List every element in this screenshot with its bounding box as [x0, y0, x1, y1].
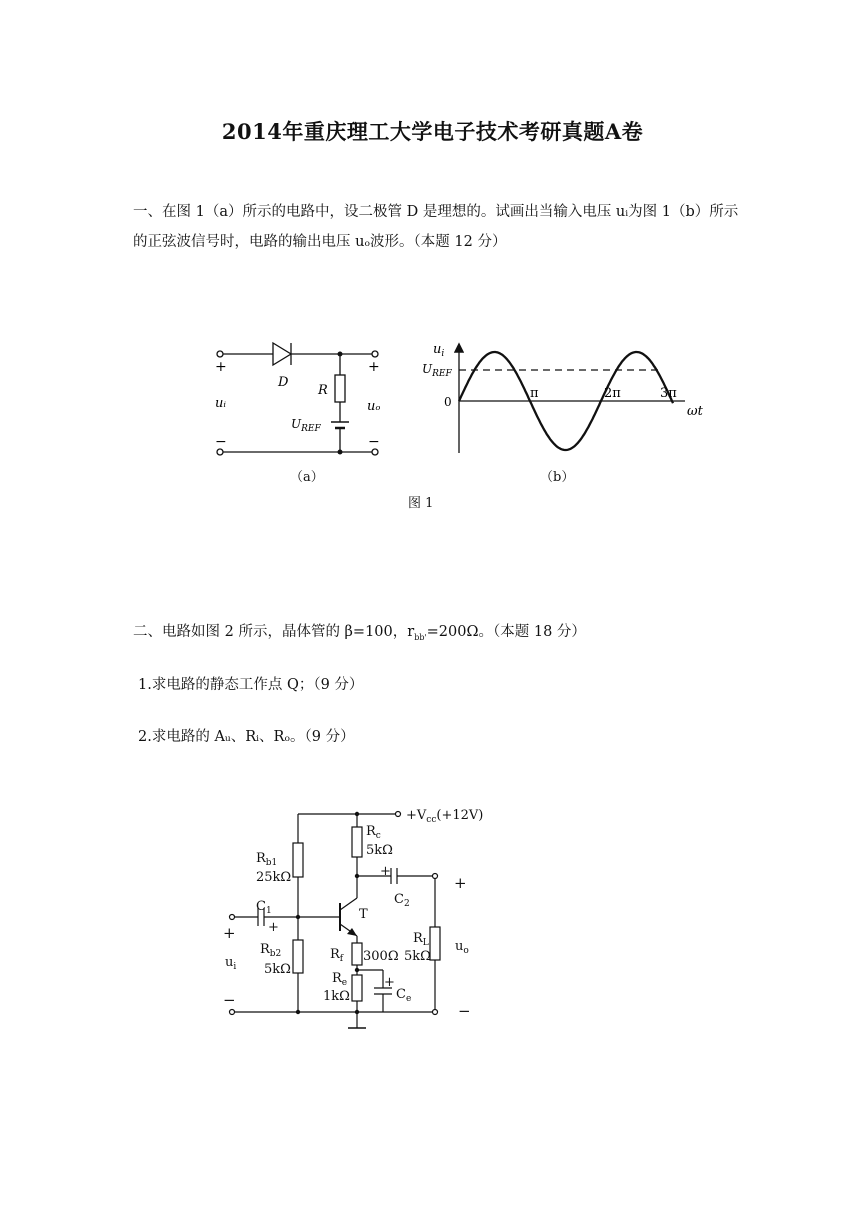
input-plus-label: + — [223, 924, 236, 942]
output-minus-label: − — [368, 434, 380, 450]
rf-label: $R_f$ — [330, 947, 344, 964]
question-2-text: 二、电路如图 2 所示，晶体管的 β=100，$r_{bb'}=200\Omega$。（本题 18 分） — [133, 624, 586, 642]
rc-value: 5kΩ — [366, 843, 393, 858]
question-2-item-1: 1.求电路的静态工作点 Q；（9 分） — [138, 677, 364, 693]
diode-label: D — [278, 375, 289, 390]
tick-pi-label: π — [530, 386, 539, 401]
input-voltage-label: $u_i$ — [225, 955, 237, 972]
input-minus-label: − — [223, 991, 236, 1009]
tick-3pi-label: 3π — [660, 386, 677, 401]
rb1-label: $R_{b1}$ — [256, 851, 278, 868]
input-voltage-label: uᵢ — [215, 396, 226, 411]
rb1-value: 25kΩ — [256, 870, 292, 885]
c1-label: $C_1$ — [256, 899, 272, 916]
page-title: 2014年重庆理工大学电子技术考研真题A卷 — [221, 119, 644, 144]
x-axis-label: ωt — [687, 404, 703, 419]
figure-2-amplifier-circuit — [220, 800, 520, 1030]
output-voltage-label: uₒ — [367, 399, 381, 414]
c2-label: $C_2$ — [394, 892, 410, 909]
rf-value: 300Ω — [363, 949, 399, 964]
rb2-value: 5kΩ — [264, 962, 291, 977]
origin-label: 0 — [444, 395, 452, 409]
resistor-label: R — [318, 383, 328, 398]
figure-1a-circuit — [205, 330, 395, 480]
figure-1b-waveform — [415, 335, 715, 460]
reference-voltage-label: $U_{REF}$ — [291, 417, 321, 434]
vcc-label: $+V_{cc}(+12V)$ — [406, 808, 484, 825]
rb2-label: $R_{b2}$ — [260, 942, 282, 959]
question-1-text: 一、在图 1（a）所示的电路中，设二极管 D 是理想的。试画出当输入电压 uᵢ为图 1（b）所示的正弦波信号时，电路的输出电压 uₒ波形。（本题 12 分） — [133, 204, 739, 250]
figure-1-label: 图 1 — [408, 496, 434, 511]
ce-label: $C_e$ — [396, 987, 412, 1004]
rl-value: 5kΩ — [404, 949, 431, 964]
y-axis-label: $u_i$ — [433, 342, 445, 359]
input-minus-label: − — [215, 434, 227, 450]
output-minus-label: − — [458, 1002, 471, 1020]
tick-2pi-label: 2π — [604, 386, 621, 401]
figure-1b-caption: （b） — [540, 470, 575, 485]
input-plus-label: + — [215, 359, 227, 375]
question-2-item-2: 2.求电路的 Aᵤ、Rᵢ、Rₒ。（9 分） — [138, 729, 355, 745]
rc-label: $R_c$ — [366, 824, 381, 841]
re-value: 1kΩ — [323, 989, 350, 1004]
output-voltage-label: $u_o$ — [455, 939, 469, 956]
c2-plus: + — [380, 864, 391, 879]
re-label: $R_e$ — [332, 971, 348, 988]
reference-level-label: $U_{REF}$ — [422, 362, 452, 379]
rl-label: $R_L$ — [413, 931, 429, 948]
output-plus-label: + — [368, 359, 380, 375]
output-plus-label: + — [454, 874, 467, 892]
c1-plus: + — [268, 920, 279, 935]
ce-plus: + — [384, 975, 395, 990]
figure-1a-caption: （a） — [290, 470, 324, 485]
transistor-label: T — [359, 907, 368, 922]
